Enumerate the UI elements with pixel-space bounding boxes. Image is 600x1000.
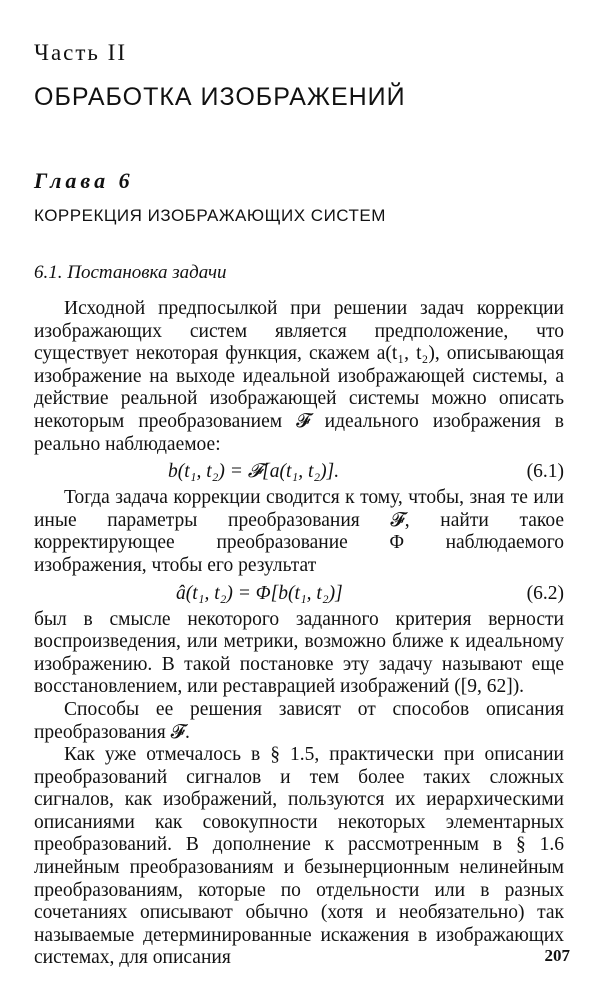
- paragraph-1: Исходной предпосылкой при решении задач коррекции изображающих систем является предположение, что существует некоторая функция, скажем a(t₁, t₂), описывающая изображение на выходе идеальной изображающей системы, а действие реальной изображающей системы можно описать некоторым преобразованием 𝓕 идеального изображения в реально наблюдаемое:: [34, 298, 564, 455]
- part-title: ОБРАБОТКА ИЗОБРАЖЕНИЙ: [34, 83, 406, 111]
- section-title: 6.1. Постановка задачи: [34, 262, 227, 283]
- page-number: 207: [544, 946, 570, 965]
- chapter-title: КОРРЕКЦИЯ ИЗОБРАЖАЮЩИХ СИСТЕМ: [34, 206, 386, 225]
- chapter-label: Глава 6: [34, 168, 134, 193]
- formula-6-2-expression: â(t₁, t₂) = Φ[b(t₁, t₂)]: [176, 582, 343, 604]
- formula-6-1-number: (6.1): [526, 461, 564, 483]
- paragraph-5: Как уже отмечалось в § 1.5, практически при описании преобразований сигналов и тем более таких сложных сигналов, как изображений, пользуются их иерархическими описаниями как совокупности некоторых элементарных преобразований. В дополнение к рассмотренным в § 1.6 линейным преобразованиям и безынерционным нелинейным преобразованиям, которые по отдельности или в разных сочетаниях описывают обычно (хотя и необязательно) так называемые детерминированные искажения в изображающих системах, для описания: [34, 744, 564, 969]
- paragraph-2: Тогда задача коррекции сводится к тому, чтобы, зная те или иные параметры преобразования 𝓕, найти такое корректирующее преобразование Φ наблюдаемого изображения, чтобы его результат: [34, 487, 564, 576]
- formula-6-2-number: (6.2): [526, 582, 564, 604]
- formula-6-2: [34, 580, 564, 607]
- body-text: [34, 298, 564, 970]
- part-label: Часть II: [34, 40, 127, 65]
- paragraph-3: был в смысле некоторого заданного критерия верности воспроизведения, или метрики, возможно ближе к идеальному изображению. В такой постановке эту задачу называют еще восстановлением, или реставрацией изображений ([9, 62]).: [34, 608, 564, 698]
- formula-6-1: [34, 458, 564, 485]
- formula-6-1-expression: b(t₁, t₂) = 𝓕[a(t₁, t₂)].: [168, 461, 340, 483]
- paragraph-4: Способы ее решения зависят от способов описания преобразования 𝓕.: [34, 698, 564, 743]
